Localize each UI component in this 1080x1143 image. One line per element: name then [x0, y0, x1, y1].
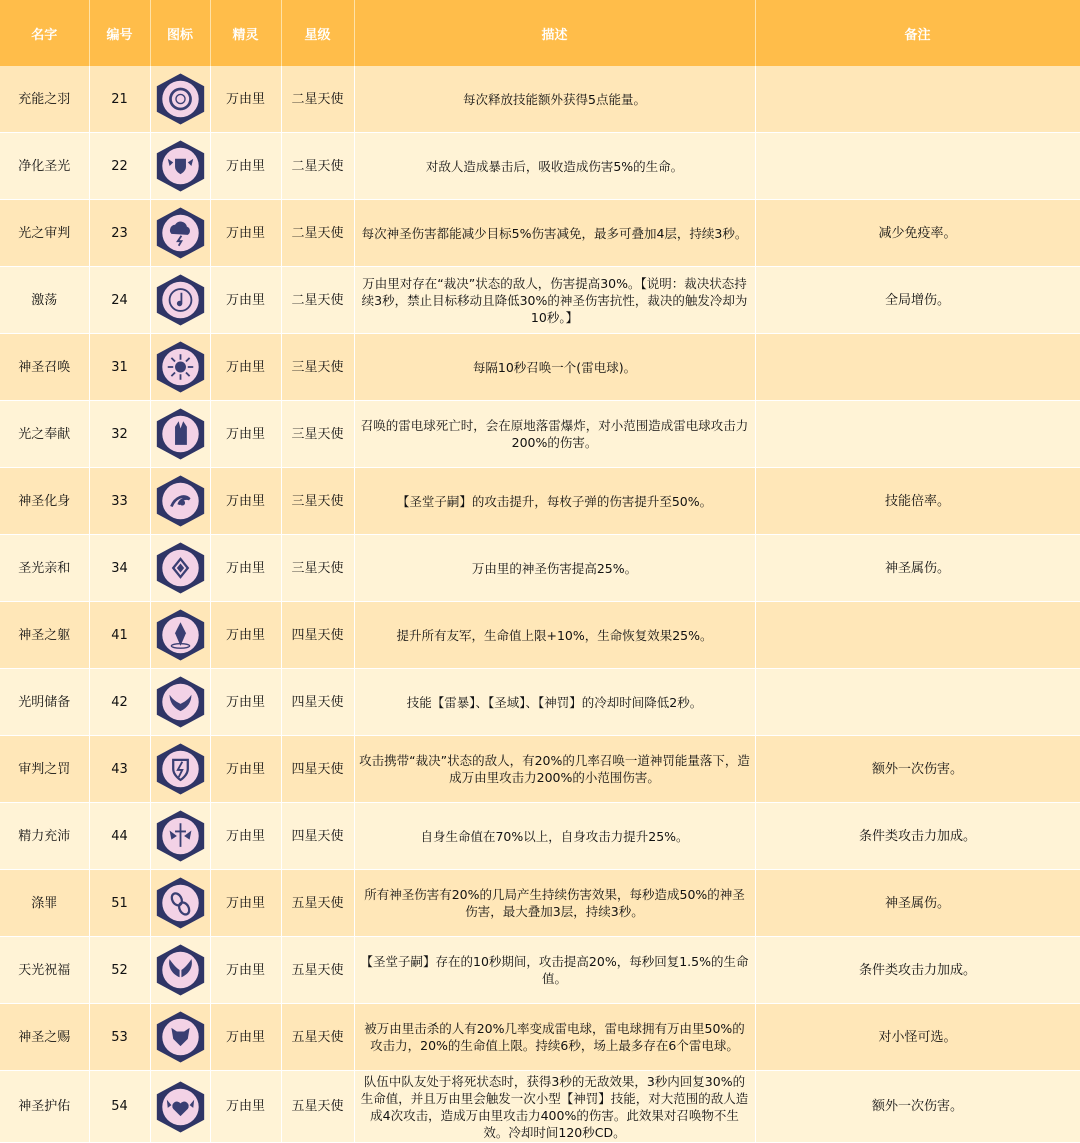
talent-icon-cell — [150, 669, 210, 736]
talent-desc: 万由里的神圣伤害提高25%。 — [354, 535, 755, 602]
talent-name: 神圣召唤 — [0, 334, 89, 401]
talent-star: 五星天使 — [281, 1004, 354, 1071]
talent-desc: 被万由里击杀的人有20%几率变成雷电球，雷电球拥有万由里50%的攻击力，20%的生命值上限。持续6秒，场上最多存在6个雷电球。 — [354, 1004, 755, 1071]
talent-star: 二星天使 — [281, 66, 354, 133]
talent-name: 激荡 — [0, 267, 89, 334]
talent-star: 五星天使 — [281, 1071, 354, 1143]
talent-icon-cell — [150, 937, 210, 1004]
table-row — [0, 334, 1080, 401]
talent-name: 充能之羽 — [0, 66, 89, 133]
talent-sprite: 万由里 — [210, 267, 281, 334]
talent-id: 21 — [89, 66, 150, 133]
talent-star: 四星天使 — [281, 803, 354, 870]
talent-note: 神圣属伤。 — [755, 535, 1080, 602]
talent-id: 53 — [89, 1004, 150, 1071]
talent-desc: 攻击携带“裁决”状态的敌人，有20%的几率召唤一道神罚能量落下，造成万由里攻击力200%的小范围伤害。 — [354, 736, 755, 803]
talent-note — [755, 133, 1080, 200]
talent-note: 全局增伤。 — [755, 267, 1080, 334]
talent-note: 条件类攻击力加成。 — [755, 803, 1080, 870]
talent-star: 三星天使 — [281, 535, 354, 602]
talent-desc: 【圣堂子嗣】的攻击提升，每枚子弹的伤害提升至50%。 — [354, 468, 755, 535]
chain-icon — [155, 873, 206, 933]
talent-sprite: 万由里 — [210, 200, 281, 267]
table-row — [0, 133, 1080, 200]
table-row — [0, 937, 1080, 1004]
table-row — [0, 669, 1080, 736]
talent-name: 光之奉献 — [0, 401, 89, 468]
talent-name: 神圣护佑 — [0, 1071, 89, 1143]
feather-burst-icon — [155, 672, 206, 732]
talent-desc: 提升所有友军，生命值上限+10%，生命恢复效果25%。 — [354, 602, 755, 669]
talent-sprite: 万由里 — [210, 803, 281, 870]
talent-desc: 队伍中队友处于将死状态时，获得3秒的无敌效果，3秒内回复30%的生命值，并且万由里会触发一次小型【神罚】技能，对大范围的敌人造成4次攻击，造成万由里攻击力400%的伤害。此效果对召唤物不生效。冷却时间120秒CD。 — [354, 1071, 755, 1143]
table-row — [0, 602, 1080, 669]
table-row — [0, 736, 1080, 803]
talent-note — [755, 401, 1080, 468]
talent-desc: 万由里对存在“裁决”状态的敌人，伤害提高30%。【说明：裁决状态持续3秒，禁止目标移动且降低30%的神圣伤害抗性，裁决的触发冷却为10秒。】 — [354, 267, 755, 334]
winged-heart-icon — [155, 1077, 206, 1137]
winged-sword-icon — [155, 806, 206, 866]
talent-note — [755, 669, 1080, 736]
talent-sprite: 万由里 — [210, 870, 281, 937]
talent-id: 34 — [89, 535, 150, 602]
table-body — [0, 66, 1080, 1143]
talent-note: 额外一次伤害。 — [755, 736, 1080, 803]
talent-desc: 自身生命值在70%以上，自身攻击力提升25%。 — [354, 803, 755, 870]
talent-star: 二星天使 — [281, 133, 354, 200]
talent-icon-cell — [150, 468, 210, 535]
talent-icon-cell — [150, 870, 210, 937]
talent-star: 四星天使 — [281, 669, 354, 736]
table-row — [0, 803, 1080, 870]
spiral-hand-icon — [155, 471, 206, 531]
talent-star: 二星天使 — [281, 267, 354, 334]
winged-shield-icon — [155, 136, 206, 196]
table-row — [0, 1004, 1080, 1071]
lightning-shield-icon — [155, 739, 206, 799]
talent-name: 神圣之躯 — [0, 602, 89, 669]
thunder-cloud-icon — [155, 203, 206, 263]
talent-sprite: 万由里 — [210, 468, 281, 535]
talent-id: 44 — [89, 803, 150, 870]
talent-sprite: 万由里 — [210, 334, 281, 401]
talent-icon-cell — [150, 267, 210, 334]
talent-note: 条件类攻击力加成。 — [755, 937, 1080, 1004]
talent-desc: 【圣堂子嗣】存在的10秒期间，攻击提高20%，每秒回复1.5%的生命值。 — [354, 937, 755, 1004]
talent-sprite: 万由里 — [210, 66, 281, 133]
talent-star: 四星天使 — [281, 602, 354, 669]
talent-name: 精力充沛 — [0, 803, 89, 870]
talent-desc: 召唤的雷电球死亡时，会在原地落雷爆炸，对小范围造成雷电球攻击力200%的伤害。 — [354, 401, 755, 468]
talent-star: 三星天使 — [281, 468, 354, 535]
talent-desc: 每次释放技能额外获得5点能量。 — [354, 66, 755, 133]
table-row — [0, 66, 1080, 133]
talent-star: 二星天使 — [281, 200, 354, 267]
talent-star: 五星天使 — [281, 870, 354, 937]
rose-icon — [155, 538, 206, 598]
talent-desc: 每次神圣伤害都能减少目标5%伤害减免，最多可叠加4层，持续3秒。 — [354, 200, 755, 267]
talent-sprite: 万由里 — [210, 133, 281, 200]
header-icon: 图标 — [150, 0, 210, 66]
talent-sprite: 万由里 — [210, 1071, 281, 1143]
header-id: 编号 — [89, 0, 150, 66]
talent-id: 24 — [89, 267, 150, 334]
talent-desc: 对敌人造成暴击后，吸收造成伤害5%的生命。 — [354, 133, 755, 200]
talent-star: 五星天使 — [281, 937, 354, 1004]
talent-desc: 每隔10秒召唤一个(雷电球)。 — [354, 334, 755, 401]
talent-id: 32 — [89, 401, 150, 468]
talent-name: 净化圣光 — [0, 133, 89, 200]
angel-wings-icon — [155, 940, 206, 1000]
talent-name: 圣光亲和 — [0, 535, 89, 602]
talent-icon-cell — [150, 1071, 210, 1143]
talent-name: 审判之罚 — [0, 736, 89, 803]
table-row — [0, 468, 1080, 535]
crystal-icon — [155, 605, 206, 665]
talent-sprite: 万由里 — [210, 1004, 281, 1071]
talent-id: 22 — [89, 133, 150, 200]
talent-desc: 技能【雷暴】、【圣域】、【神罚】的冷却时间降低2秒。 — [354, 669, 755, 736]
header-name: 名字 — [0, 0, 89, 66]
talent-id: 23 — [89, 200, 150, 267]
talent-note: 额外一次伤害。 — [755, 1071, 1080, 1143]
talent-sprite: 万由里 — [210, 535, 281, 602]
talent-note — [755, 334, 1080, 401]
talent-note — [755, 602, 1080, 669]
crystal-burst-icon — [155, 404, 206, 464]
talent-icon-cell — [150, 803, 210, 870]
talent-note: 对小怪可选。 — [755, 1004, 1080, 1071]
header-desc: 描述 — [354, 0, 755, 66]
talent-name: 涤罪 — [0, 870, 89, 937]
talent-name: 神圣之赐 — [0, 1004, 89, 1071]
talent-icon-cell — [150, 602, 210, 669]
talent-id: 41 — [89, 602, 150, 669]
lightning-orb-icon — [155, 337, 206, 397]
talent-icon-cell — [150, 200, 210, 267]
table-row — [0, 200, 1080, 267]
talent-sprite: 万由里 — [210, 602, 281, 669]
talent-sprite: 万由里 — [210, 937, 281, 1004]
talent-icon-cell — [150, 1004, 210, 1071]
table-row — [0, 870, 1080, 937]
table-header — [0, 0, 1080, 66]
talent-id: 43 — [89, 736, 150, 803]
talent-id: 52 — [89, 937, 150, 1004]
talent-id: 54 — [89, 1071, 150, 1143]
talent-name: 神圣化身 — [0, 468, 89, 535]
talent-star: 三星天使 — [281, 334, 354, 401]
talent-sprite: 万由里 — [210, 669, 281, 736]
talent-sprite: 万由里 — [210, 736, 281, 803]
table-row — [0, 1071, 1080, 1143]
talent-id: 42 — [89, 669, 150, 736]
talent-icon-cell — [150, 401, 210, 468]
talent-name: 光明储备 — [0, 669, 89, 736]
table-row — [0, 535, 1080, 602]
talent-star: 三星天使 — [281, 401, 354, 468]
table-row — [0, 401, 1080, 468]
talent-id: 51 — [89, 870, 150, 937]
talent-note: 神圣属伤。 — [755, 870, 1080, 937]
talent-note — [755, 66, 1080, 133]
talent-sprite: 万由里 — [210, 401, 281, 468]
talent-id: 31 — [89, 334, 150, 401]
table-row — [0, 267, 1080, 334]
talent-icon-cell — [150, 133, 210, 200]
talent-icon-cell — [150, 736, 210, 803]
talent-icon-cell — [150, 66, 210, 133]
talent-desc: 所有神圣伤害有20%的几局产生持续伤害效果，每秒造成50%的神圣伤害，最大叠加3层，持续3秒。 — [354, 870, 755, 937]
talent-star: 四星天使 — [281, 736, 354, 803]
talent-icon-cell — [150, 535, 210, 602]
talent-name: 光之审判 — [0, 200, 89, 267]
talent-name: 天光祝福 — [0, 937, 89, 1004]
header-star: 星级 — [281, 0, 354, 66]
header-sprite: 精灵 — [210, 0, 281, 66]
ring-icon — [155, 69, 206, 129]
talent-note: 技能倍率。 — [755, 468, 1080, 535]
music-orb-icon — [155, 270, 206, 330]
talent-icon-cell — [150, 334, 210, 401]
beast-face-icon — [155, 1007, 206, 1067]
talent-id: 33 — [89, 468, 150, 535]
header-note: 备注 — [755, 0, 1080, 66]
talent-note: 减少免疫率。 — [755, 200, 1080, 267]
